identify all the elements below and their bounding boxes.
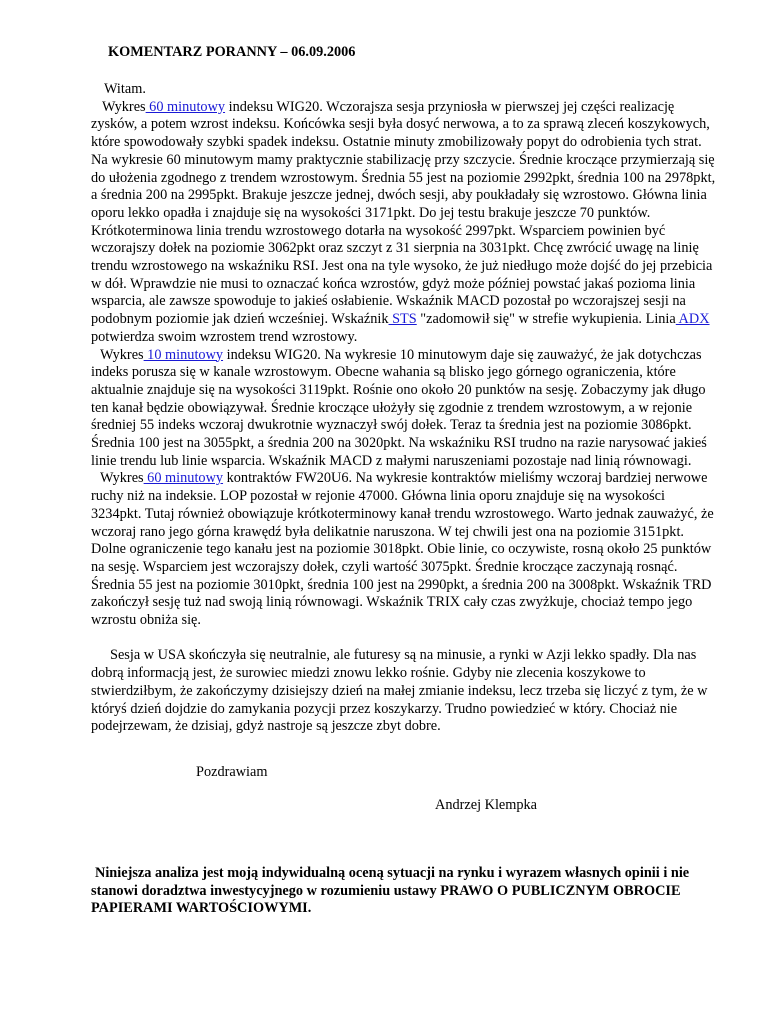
- document-body: [91, 81, 716, 736]
- greeting: Witam.: [104, 81, 146, 97]
- chart-link-60min-wig20[interactable]: 60 minutowy: [145, 98, 226, 115]
- text: Wykres: [100, 470, 144, 487]
- document-title: KOMENTARZ PORANNY – 06.09.2006: [108, 44, 356, 60]
- text: Wykres: [100, 346, 144, 363]
- text: Wykres: [102, 98, 146, 115]
- chart-link-60min-fw20u6[interactable]: 60 minutowy: [143, 470, 224, 487]
- paragraph-wig20-60min: [91, 99, 716, 347]
- text: indeksu WIG20. Na wykresie 10 minutowym daje się zauważyć, że jak dotychczas indeks porusza się w kanale wzrostowym. Obecne wahania są blisko jego górnego ograniczenia, które aktualnie znajduje się na wysokości 3119pkt. Rośnie ono około 20 punktów na sesję. Zobaczymy jak długo ten kanał będzie obowiązywał. Średnie kroczące ułożyły się zgodnie z trendem wzrostowym, a w rejonie średniej 55 indeks wczoraj dwukrotnie wyznaczył swój dołek. Teraz ta średnia jest na poziomie 3086pkt. Średnia 100 jest na 3055pkt, a średnia 200 na 3020pkt. Na wskaźniku RSI trudno na razie narysować jakieś linie trendu lub linie wsparcia. Wskaźnik MACD z małymi naruszeniami pozostaje nad linią równowagi.: [91, 346, 707, 469]
- disclaimer: Niniejsza analiza jest moją indywidualną oceną sytuacji na rynku i wyrazem własnych opinii i nie stanowi doradztwa inwestycyjnego w rozumieniu ustawy PRAWO O PUBLICZNYM OBROCIE PAPIERAMI WARTOŚCIOWYMI.: [91, 865, 690, 917]
- text: "zadomowił się" w strefie wykupienia. Linia: [416, 311, 676, 328]
- paragraph-market-summary: Sesja w USA skończyła się neutralnie, ale futuresy są na minusie, a rynki w Azji lekko spadły. Dla nas dobrą informacją jest, że surowiec miedzi znowu lekko rośnie. Gdyby nie zlecenia koszykowe to stwierdziłbym, że zakończymy dzisiejszy dzień na małej zmianie indeksu, lecz trzeba się liczyć z tym, że w któryś dzień dojdzie do zamykania pozycji przez koszykarzy. Trudno powiedzieć w który. Chociaż nie podejrzewam, że dzisiaj, gdyż nastroje są jeszcze zbyt dobre.: [91, 647, 708, 735]
- text: potwierdza swoim wzrostem trend wzrostowy.: [91, 328, 358, 345]
- chart-link-10min-wig20[interactable]: 10 minutowy: [143, 346, 224, 363]
- adx-link[interactable]: ADX: [675, 311, 710, 328]
- paragraph-fw20u6-60min: [91, 470, 716, 629]
- text: indeksu WIG20. Wczorajsza sesja przyniosła w pierwszej jej części realizację zysków, a potem wzrost indeksu. Końcówka sesji była dosyć nerwowa, a to za sprawą zleceń koszykowych, które spowodowały szybki spadek indeksu. Ostatnie minuty zmobilizowały popyt do odrobienia tych strat. Na wykresie 60 minutowym mamy praktycznie stabilizację przy szczycie. Średnie kroczące przymierzają się do ułożenia zgodnego z trendem wzrostowym. Średnia 55 jest na poziomie 2992pkt, średnia 100 na 2978pkt, a średnia 200 na 2995pkt. Brakuje jeszcze jednej, dwóch sesji, aby poukładały się wzrostowo. Główna linia oporu lekko opadła i znajduje się na wysokości 3171pkt. Do jej testu brakuje jeszcze 70 punktów. Krótkoterminowa linia trendu wzrostowego dotarła na wysokość 2997pkt. Wsparciem powinien być wczorajszy dołek na poziomie 3062pkt oraz szczyt z 31 sierpnia na 3031pkt. Chcę zwrócić uwagę na linię trendu wzrostowego na wskaźniku RSI. Jest ona na tyle wysoko, że już niedługo może dojść do jej przebicia w dół. Wprawdzie nie musi to oznaczać końca wzrostów, gdyż może później powstać jakaś pozioma linia wsparcia, ale zawsze spowoduje to jakieś osłabienie. Wskaźnik MACD pozostał po wczorajszej sesji na podobnym poziomie jak dzień wcześniej. Wskaźnik: [91, 98, 716, 328]
- text: kontraktów FW20U6. Na wykresie kontraktów mieliśmy wczoraj bardziej nerwowe ruchy niż na indeksie. LOP pozostał w rejonie 47000. Główna linia oporu znajduje się na wysokości 3234pkt. Tutaj również obowiązuje krótkoterminowy kanał trendu wzrostowego. Warto jednak zauważyć, że wczoraj rano jego górna krawędź była delikatnie naruszona. W tej chwili jest ona na poziomie 3151pkt. Dolne ograniczenie tego kanału jest na poziomie 3018pkt. Obie linie, co oczywiste, rosną około 25 punktów na sesję. Wsparciem jest wczorajszy dołek, czyli wartość 3075pkt. Średnie kroczące zaczynają rosnąć. Średnia 55 jest na poziomie 3010pkt, średnia 100 jest na 2990pkt, a średnia 200 na 3008pkt. Wskaźnik TRD zakończył sesję tuż nad swoją linią równowagi. Wskaźnik TRIX cały czas zwyżkuje, chociaż tempo jego wzrostu obniża się.: [91, 470, 714, 629]
- spacer: [91, 630, 716, 648]
- sts-link[interactable]: STS: [388, 311, 417, 328]
- paragraph-wig20-10min: [91, 347, 716, 471]
- author-name: Andrzej Klempka: [435, 797, 538, 813]
- closing: Pozdrawiam: [196, 764, 268, 780]
